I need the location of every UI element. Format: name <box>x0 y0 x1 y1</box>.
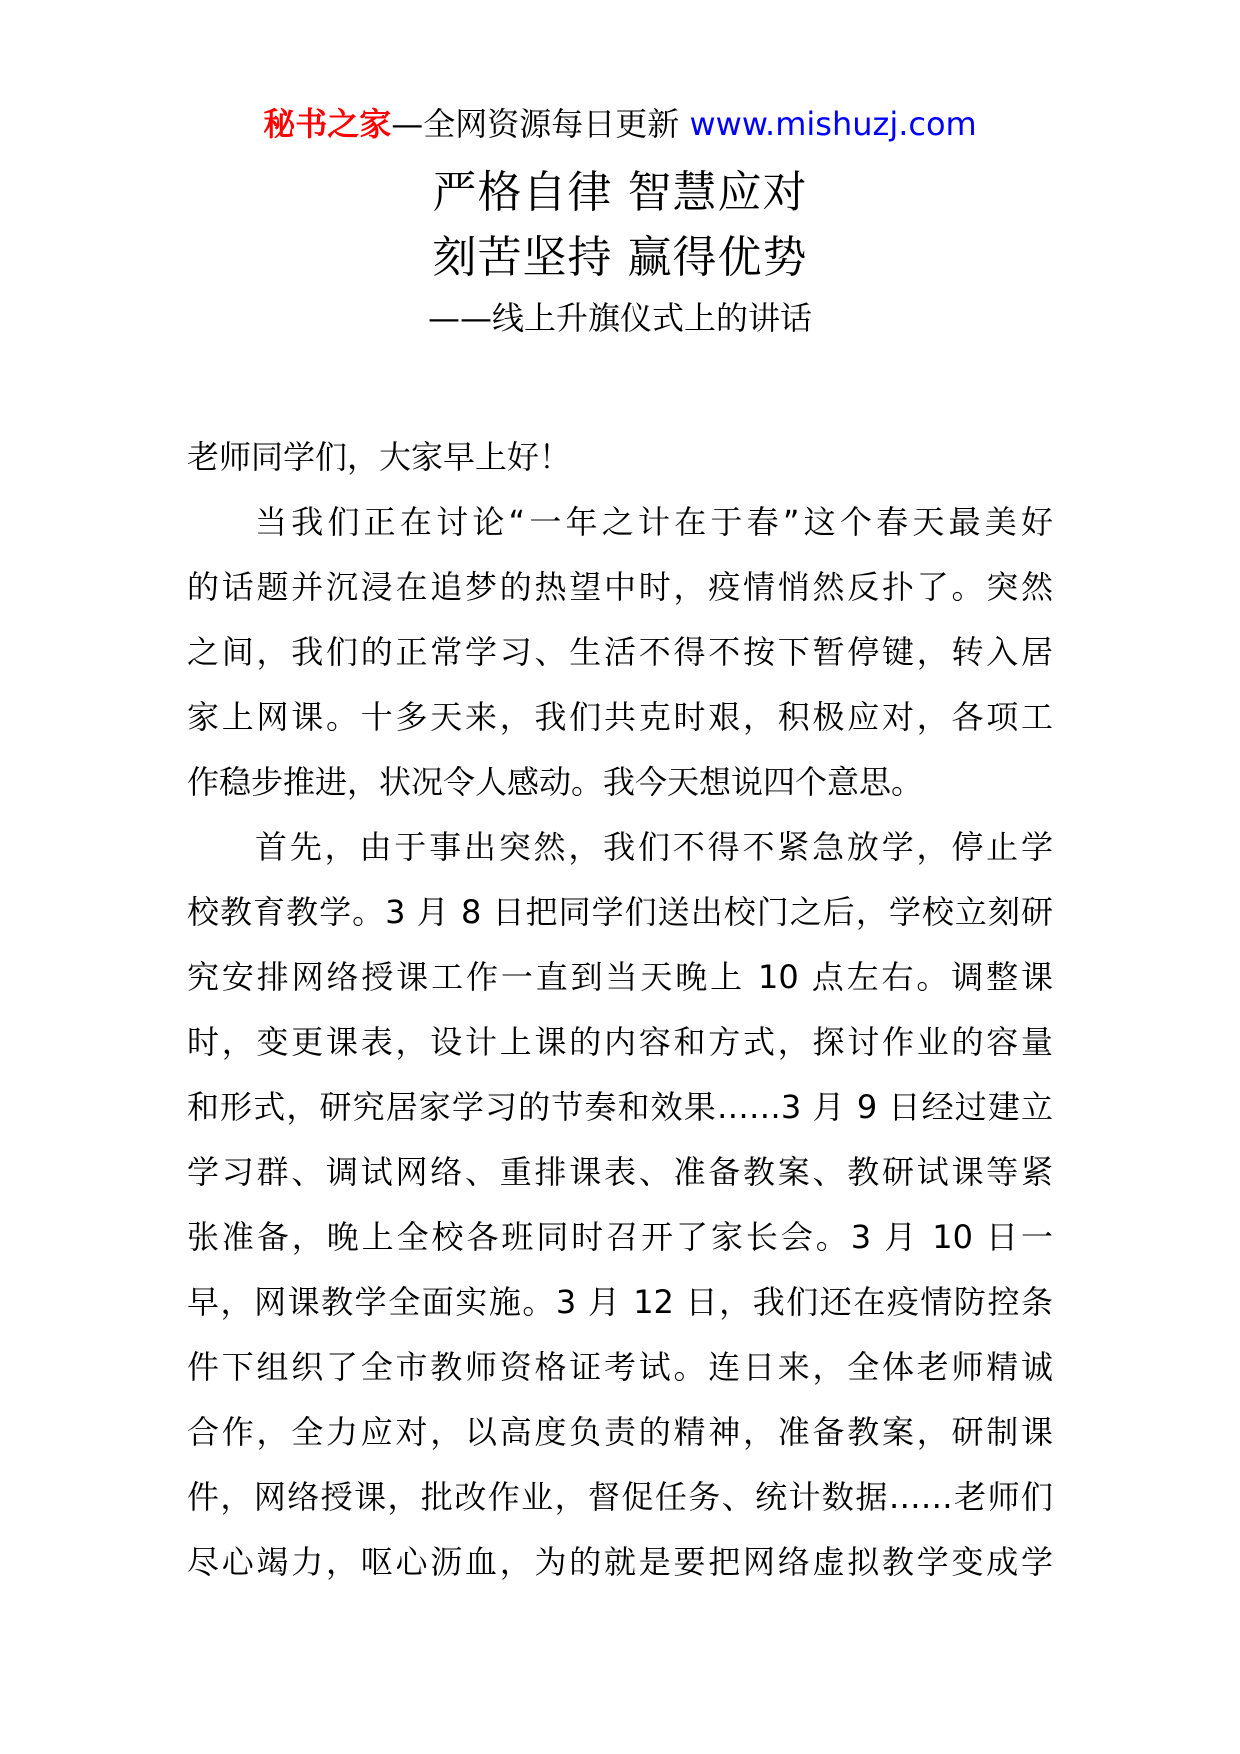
paragraph-line: 学习群、调试网络、重排课表、准备教案、教研试课等紧 <box>187 1153 1053 1191</box>
paragraph-line: 尽心竭力，呕心沥血，为的就是要把网络虚拟教学变成学 <box>187 1543 1053 1581</box>
paragraph-line: 究安排网络授课工作一直到当天晚上 10 点左右。调整课 <box>187 958 1053 996</box>
paragraph-line: 当我们正在讨论“一年之计在于春”这个春天最美好 <box>255 503 1053 541</box>
paragraph-line: 的话题并沉浸在追梦的热望中时，疫情悄然反扑了。突然 <box>187 568 1053 606</box>
paragraph-line: 早，网课教学全面实施。3 月 12 日，我们还在疫情防控条 <box>187 1283 1053 1321</box>
paragraph-line: 家上网课。十多天来，我们共克时艰，积极应对，各项工 <box>187 698 1053 736</box>
paragraph-line: 之间，我们的正常学习、生活不得不按下暂停键，转入居 <box>187 633 1053 671</box>
paragraph-line: 作稳步推进，状况令人感动。我今天想说四个意思。 <box>187 763 924 801</box>
paragraph-line: 张准备，晚上全校各班同时召开了家长会。3 月 10 日一 <box>187 1218 1053 1256</box>
page-header <box>0 100 1240 148</box>
subtitle: ——线上升旗仪式上的讲话 <box>427 299 812 337</box>
speech-body <box>187 425 1053 1595</box>
paragraph-line: 合作，全力应对，以高度负责的精神，准备教案，研制课 <box>187 1413 1053 1451</box>
paragraph-line: 件，网络授课，批改作业，督促任务、统计数据……老师们 <box>187 1478 1053 1516</box>
greeting-line: 老师同学们，大家早上好！ <box>187 438 572 476</box>
paragraph-line: 和形式，研究居家学习的节奏和效果……3 月 9 日经过建立 <box>187 1088 1053 1126</box>
paragraph-line: 时，变更课表，设计上课的内容和方式，探讨作业的容量 <box>187 1023 1053 1061</box>
header-tagline: —全网资源每日更新 <box>391 105 690 143</box>
header-site-link[interactable]: www.mishuzj.com <box>689 105 977 143</box>
header-brand: 秘书之家 <box>263 105 392 143</box>
title-line-2: 刻苦坚持 赢得优势 <box>432 232 808 283</box>
paragraph-line: 件下组织了全市教师资格证考试。连日来，全体老师精诚 <box>187 1348 1053 1386</box>
title-line-1: 严格自律 智慧应对 <box>432 167 808 218</box>
paragraph-line: 校教育教学。3 月 8 日把同学们送出校门之后，学校立刻研 <box>187 893 1053 931</box>
paragraph-line: 首先，由于事出突然，我们不得不紧急放学，停止学 <box>255 828 1053 866</box>
